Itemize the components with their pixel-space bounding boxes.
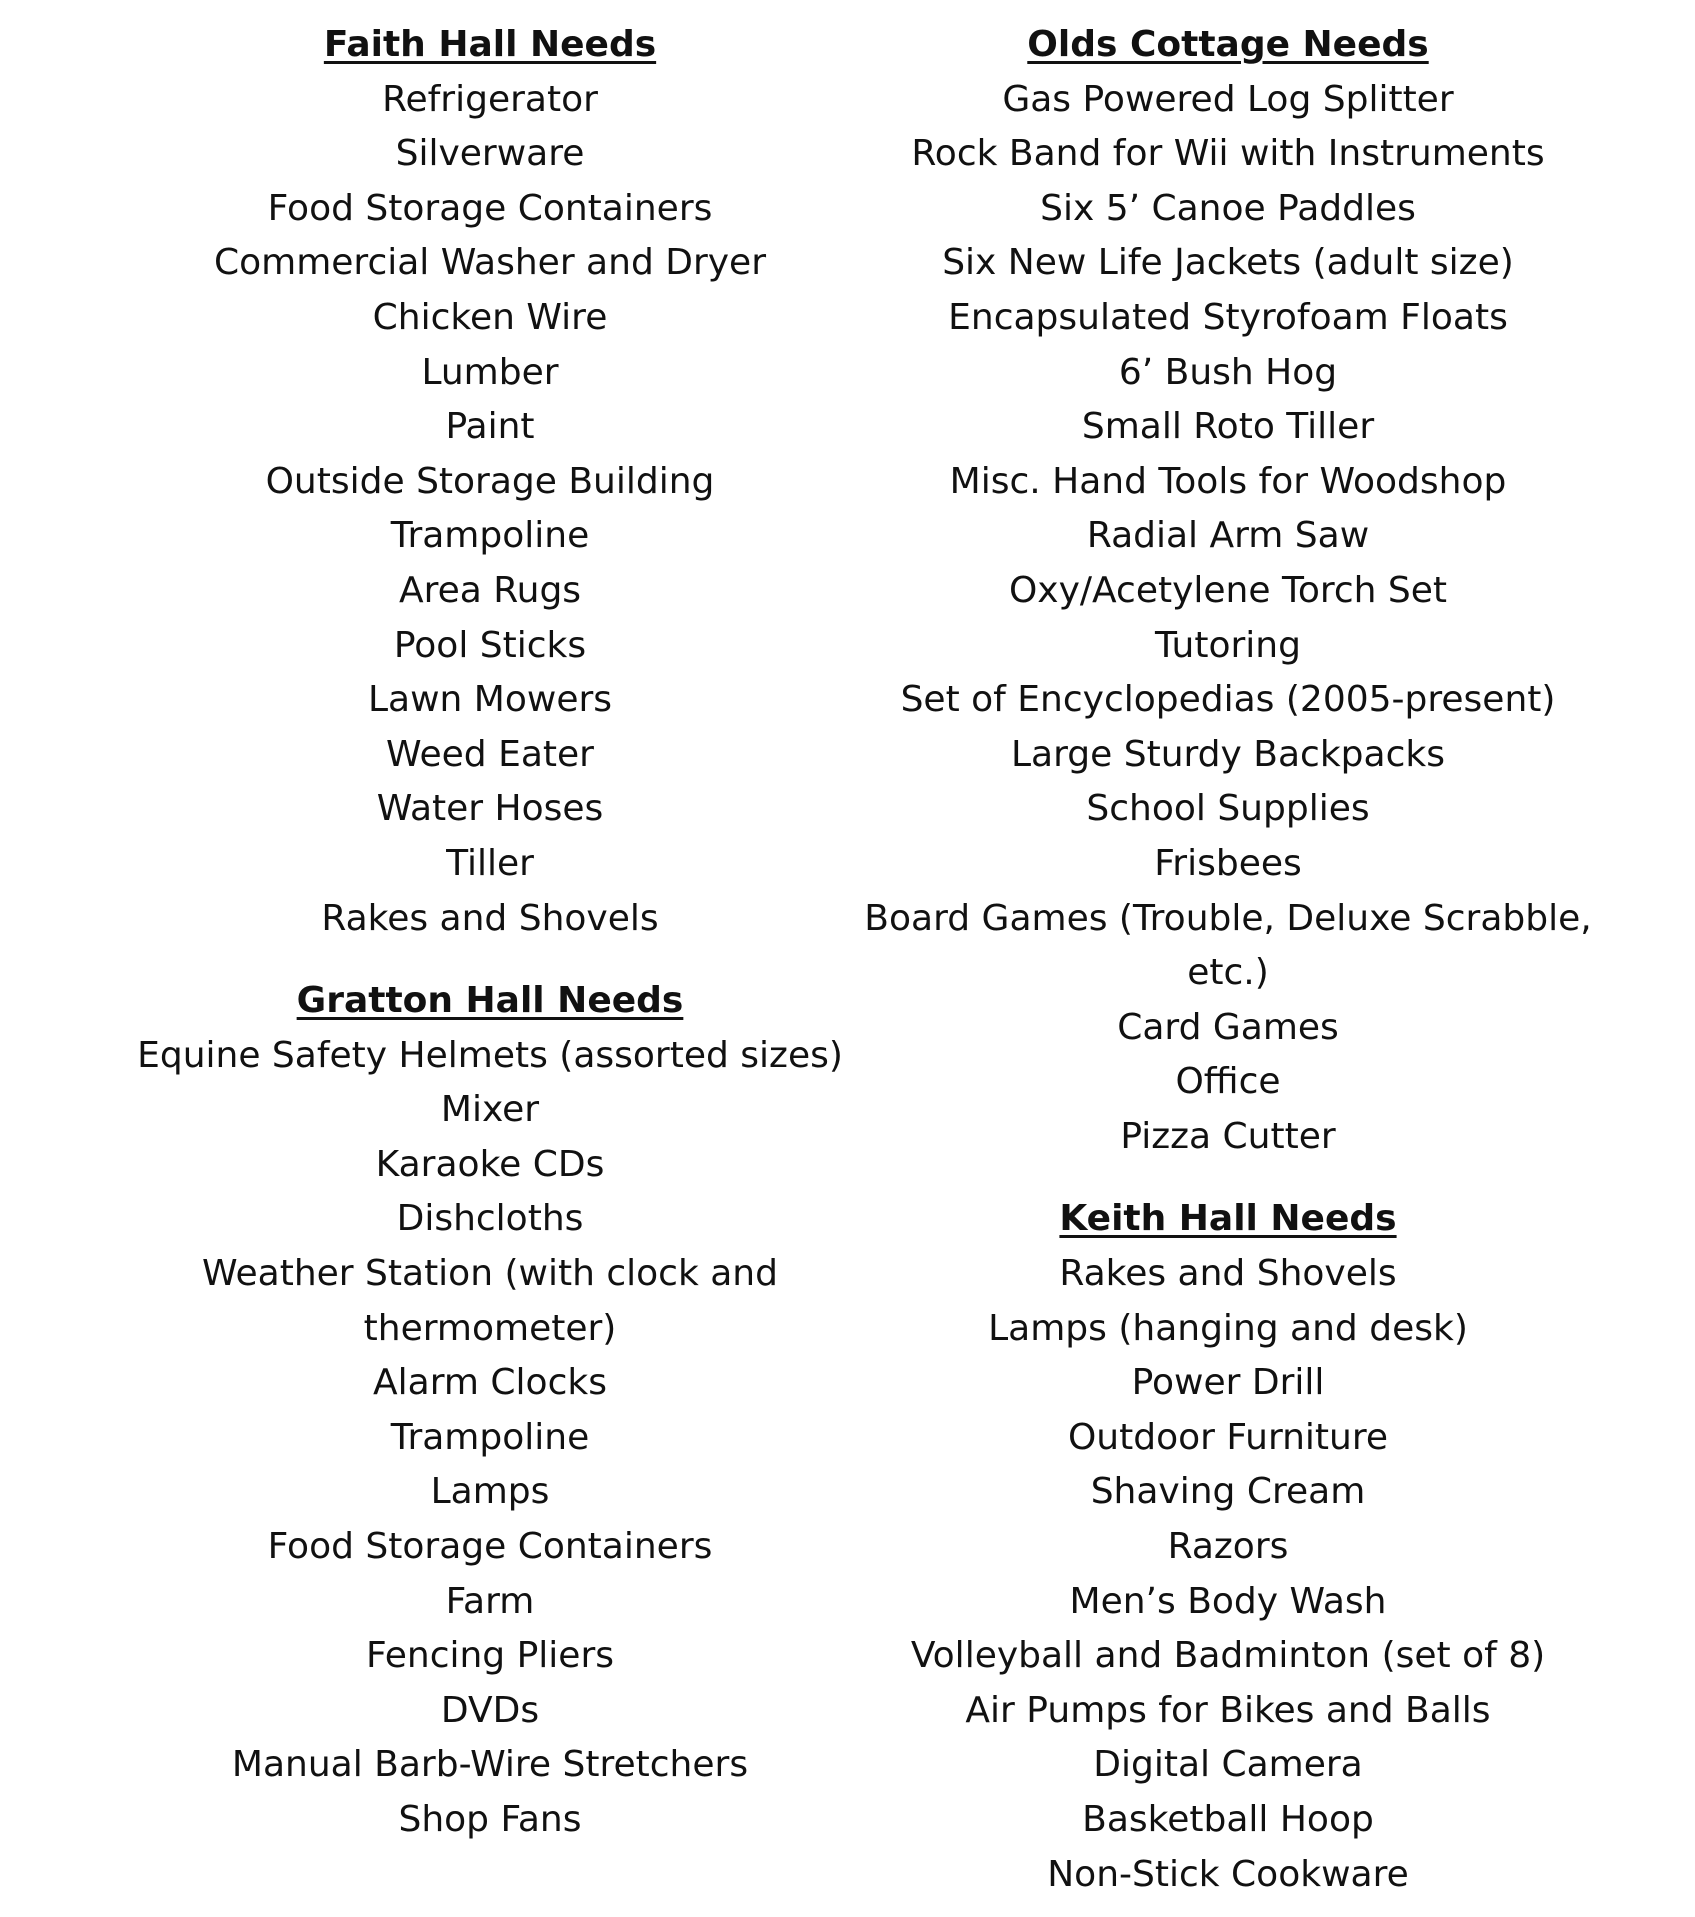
list-item: School Supplies — [1086, 788, 1370, 830]
list-item: Rock Band for Wii with Instruments — [911, 133, 1545, 175]
list-item: Office — [1175, 1061, 1281, 1103]
list-item: Mixer — [440, 1089, 540, 1131]
list-item: Shop Fans — [398, 1799, 582, 1840]
list-item: Chicken Wire — [372, 296, 608, 338]
list-item: Water Hoses — [376, 788, 604, 830]
list-item: Food Storage Containers — [267, 187, 713, 229]
list-item: Gas Powered Log Splitter — [1002, 78, 1454, 120]
olds-cottage-heading: Olds Cottage Needs — [1027, 24, 1429, 65]
list-item: Large Sturdy Backpacks — [1011, 733, 1445, 775]
section-spacer — [125, 946, 855, 974]
list-item: Pizza Cutter — [1120, 1115, 1336, 1157]
faith-hall-heading: Faith Hall Needs — [323, 24, 657, 65]
faith-hall-section — [125, 18, 855, 946]
list-item: Farm — [445, 1580, 535, 1622]
list-item: Misc. Hand Tools for Woodshop — [949, 460, 1507, 502]
list-item: Six New Life Jackets (adult size) — [942, 242, 1514, 284]
list-item: Board Games (Trouble, Deluxe Scrabble, — [864, 897, 1592, 939]
list-item: Trampoline — [390, 515, 590, 557]
list-item: Outdoor Furniture — [1067, 1416, 1389, 1458]
list-item: Power Drill — [1131, 1362, 1325, 1404]
list-item: Lamps (hanging and desk) — [988, 1307, 1468, 1349]
list-item: Outside Storage Building — [265, 460, 715, 502]
list-item: Frisbees — [1154, 842, 1302, 884]
list-item: Rakes and Shovels — [321, 897, 659, 939]
list-item: Area Rugs — [398, 569, 582, 611]
list-item: Refrigerator — [382, 78, 598, 120]
list-item: Karaoke CDs — [375, 1143, 605, 1185]
list-item: Commercial Washer and Dryer — [213, 242, 767, 284]
list-item: Air Pumps for Bikes and Balls — [965, 1689, 1491, 1731]
list-item: Encapsulated Styrofoam Floats — [948, 296, 1508, 338]
right-column — [843, 18, 1613, 1902]
olds-cottage-section — [843, 18, 1613, 1164]
olds-cottage-list — [843, 73, 1613, 1165]
list-item: Manual Barb-Wire Stretchers — [231, 1744, 749, 1786]
list-item: Rakes and Shovels — [1059, 1253, 1397, 1295]
list-item: Radial Arm Saw — [1086, 515, 1370, 557]
list-item: Shaving Cream — [1090, 1471, 1366, 1513]
list-item: etc.) — [1187, 952, 1269, 994]
list-item: Volleyball and Badminton (set of 8) — [910, 1635, 1546, 1677]
list-item: Tutoring — [1155, 624, 1301, 666]
list-item: Weather Station (with clock and — [202, 1253, 778, 1295]
list-item: Men’s Body Wash — [1069, 1580, 1387, 1622]
left-column — [125, 18, 855, 1848]
list-item: Lamps — [430, 1471, 550, 1513]
list-item: Oxy/Acetylene Torch Set — [1008, 569, 1448, 611]
list-item: DVDs — [440, 1689, 540, 1731]
gratton-hall-list — [125, 1029, 855, 1848]
list-item: Small Roto Tiller — [1081, 406, 1375, 448]
keith-hall-heading: Keith Hall Needs — [1059, 1198, 1397, 1240]
list-item: Dishcloths — [396, 1198, 584, 1240]
keith-hall-section — [843, 1192, 1613, 1902]
list-item: Tiller — [446, 842, 534, 884]
list-item: Lumber — [421, 351, 559, 393]
list-item: Food Storage Containers — [267, 1526, 713, 1568]
section-spacer — [843, 1164, 1613, 1192]
list-item: Card Games — [1117, 1006, 1339, 1048]
list-item: Silverware — [395, 133, 585, 175]
list-item: Razors — [1167, 1526, 1289, 1568]
list-item: Alarm Clocks — [373, 1362, 607, 1404]
list-item: Equine Safety Helmets (assorted sizes) — [137, 1034, 843, 1076]
list-item: Six 5’ Canoe Paddles — [1040, 187, 1416, 229]
list-item: Non-Stick Cookware — [1047, 1853, 1409, 1895]
list-item: Basketball Hoop — [1082, 1799, 1374, 1840]
list-item: Paint — [445, 406, 535, 448]
keith-hall-list — [843, 1247, 1613, 1902]
list-item: 6’ Bush Hog — [1118, 351, 1338, 393]
list-item: Weed Eater — [386, 733, 594, 775]
list-item: Fencing Pliers — [365, 1635, 615, 1677]
list-item: thermometer) — [363, 1307, 617, 1349]
list-item: Lawn Mowers — [367, 679, 613, 721]
list-item: Pool Sticks — [393, 624, 587, 666]
gratton-hall-section — [125, 974, 855, 1848]
list-item: Set of Encyclopedias (2005-present) — [900, 679, 1556, 721]
faith-hall-list — [125, 73, 855, 947]
list-item: Trampoline — [390, 1416, 590, 1458]
list-item: Digital Camera — [1093, 1744, 1363, 1786]
gratton-hall-heading: Gratton Hall Needs — [296, 980, 684, 1022]
